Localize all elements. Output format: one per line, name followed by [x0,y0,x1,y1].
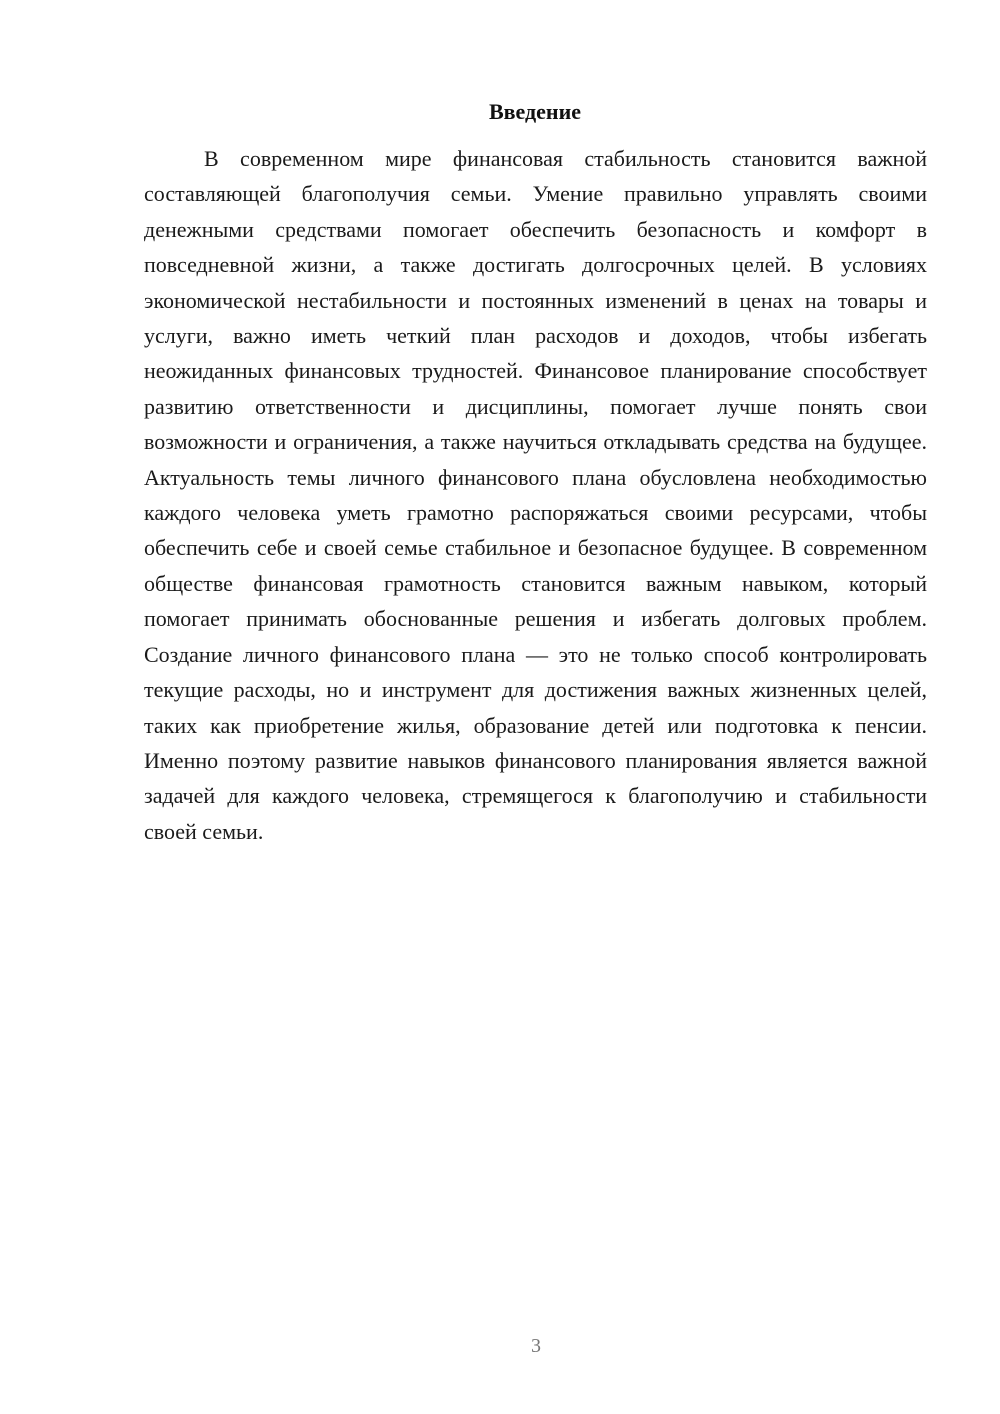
section-heading: Введение [488,99,582,124]
page-number: 3 [531,1335,541,1357]
body-paragraph: В современном мире финансовая стабильность становится важной составляющей благополучия семьи. Умение правильно управлять своими денежными средствами помогает обеспечить безопасность и комфорт в повседневной жизни, а также достигать долгосрочных целей. В условиях экономической нестабильности и постоянных изменений в ценах на товары и услуги, важно иметь четкий план расходов и доходов, чтобы избегать неожиданных финансовых трудностей. Финансовое планирование способствует развитию ответственности и дисциплины, помогает лучше понять свои возможности и ограничения, а также научиться откладывать средства на будущее. Актуальность темы личного финансового плана обусловлена необходимостью каждого человека уметь грамотно распоряжаться своими ресурсами, чтобы обеспечить себе и своей семье стабильное и безопасное будущее. В современном обществе финансовая грамотность становится важным навыком, который помогает принимать обоснованные решения и избегать долговых проблем. Создание личного финансового плана — это не только способ контролировать текущие расходы, но и инструмент для достижения важных жизненных целей, таких как приобретение жилья, образование детей или подготовка к пенсии. Именно поэтому развитие навыков финансового планирования является важной задачей для каждого человека, стремящегося к благополучию и стабильности своей семьи. [144,146,927,844]
